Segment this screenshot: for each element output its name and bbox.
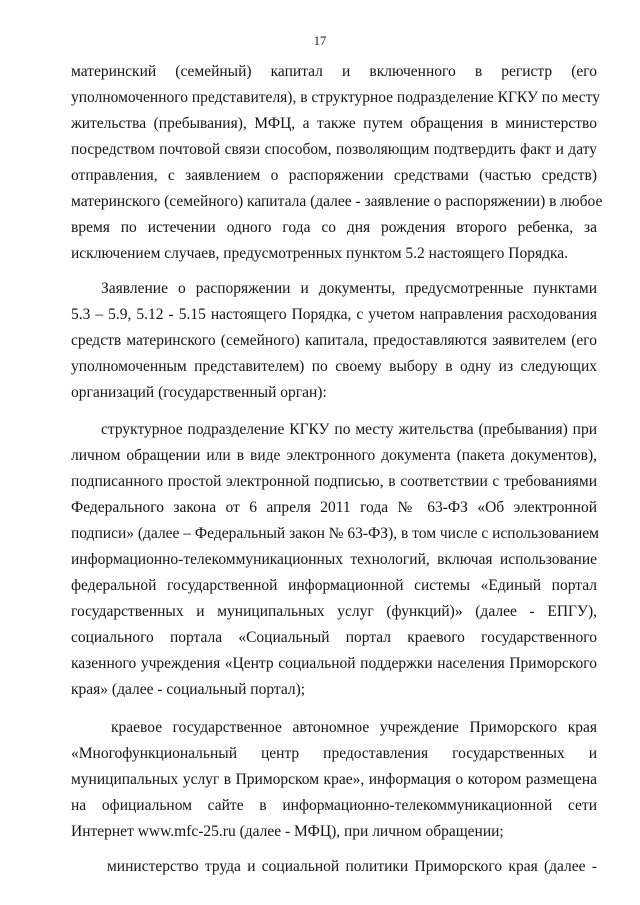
text-line: края» (далее - социальный портал); [71,681,306,698]
text-line: министерство труда и социальной политики Приморского края (далее - [107,858,597,875]
text-line: федеральной государственной информационной системы «Единый портал [71,577,597,594]
text-line: государственных и муниципальных услуг (функций)» (далее - ЕПГУ), [71,603,597,620]
text-line: посредством почтовой связи способом, позволяющим подтвердить факт и дату [71,141,597,158]
text-line: отправления, с заявлением о распоряжении средствами (частью средств) [71,167,597,184]
paragraph-4 [71,715,597,845]
text-line: казенного учреждения «Центр социальной поддержки населения Приморского [71,655,597,672]
document-body [71,59,603,889]
text-line: материнского (семейного) капитала (далее - заявление о распоряжении) в любое [71,193,603,210]
text-line: время по истечении одного года со дня рождения второго ребенка, за [71,219,597,236]
paragraph-5 [71,854,597,880]
text-line: Федерального закона от 6 апреля 2011 года № 63-ФЗ «Об электронной [71,499,597,516]
text-line: 5.3 – 5.9, 5.12 - 5.15 настоящего Порядка, с учетом направления расходования [71,305,597,323]
text-line: краевое государственное автономное учреждение Приморского края [111,719,597,736]
text-line: подписи» (далее – Федеральный закон № 63-ФЗ), в том числе с использованием [71,525,599,542]
text-line: Заявление о распоряжении и документы, предусмотренные пунктами [101,279,597,297]
text-line: на официальном сайте в информационно-телекоммуникационной сети [71,797,597,814]
text-line: уполномоченного представителя), в структурное подразделение КГКУ по месту [71,89,600,106]
text-line: подписанного простой электронной подписью, в соответствии с требованиями [71,473,597,490]
paragraph-1 [71,59,603,267]
text-line: организаций (государственный орган): [71,383,327,401]
text-line: исключением случаев, предусмотренных пунктом 5.2 настоящего Порядка. [71,245,569,262]
paragraph-3 [71,417,597,703]
text-line: структурное подразделение КГКУ по месту жительства (пребывания) при [101,421,597,438]
text-line: материнский (семейный) капитал и включенного в регистр (его [71,63,597,80]
text-line: средств материнского (семейного) капитала, предоставляются заявителем (его [71,331,597,349]
text-line: уполномоченным представителем) по своему выбору в одну из следующих [71,357,597,375]
text-line: жительства (пребывания), МФЦ, а также путем обращения в министерство [71,115,597,132]
page-number: 17 [313,34,327,48]
text-line: муниципальных услуг в Приморском крае», информация о котором размещена [71,771,597,788]
text-line: «Многофункциональный центр предоставления государственных и [71,745,597,762]
text-line: социального портала «Социальный портал краевого государственного [71,629,597,646]
text-line: Интернет www.mfc-25.ru (далее - МФЦ), при личном обращении; [71,823,504,840]
paragraph-2 [71,276,597,406]
text-line: информационно-телекоммуникационных технологий, включая использование [71,551,597,568]
text-line: личном обращении или в виде электронного документа (пакета документов), [71,447,597,464]
